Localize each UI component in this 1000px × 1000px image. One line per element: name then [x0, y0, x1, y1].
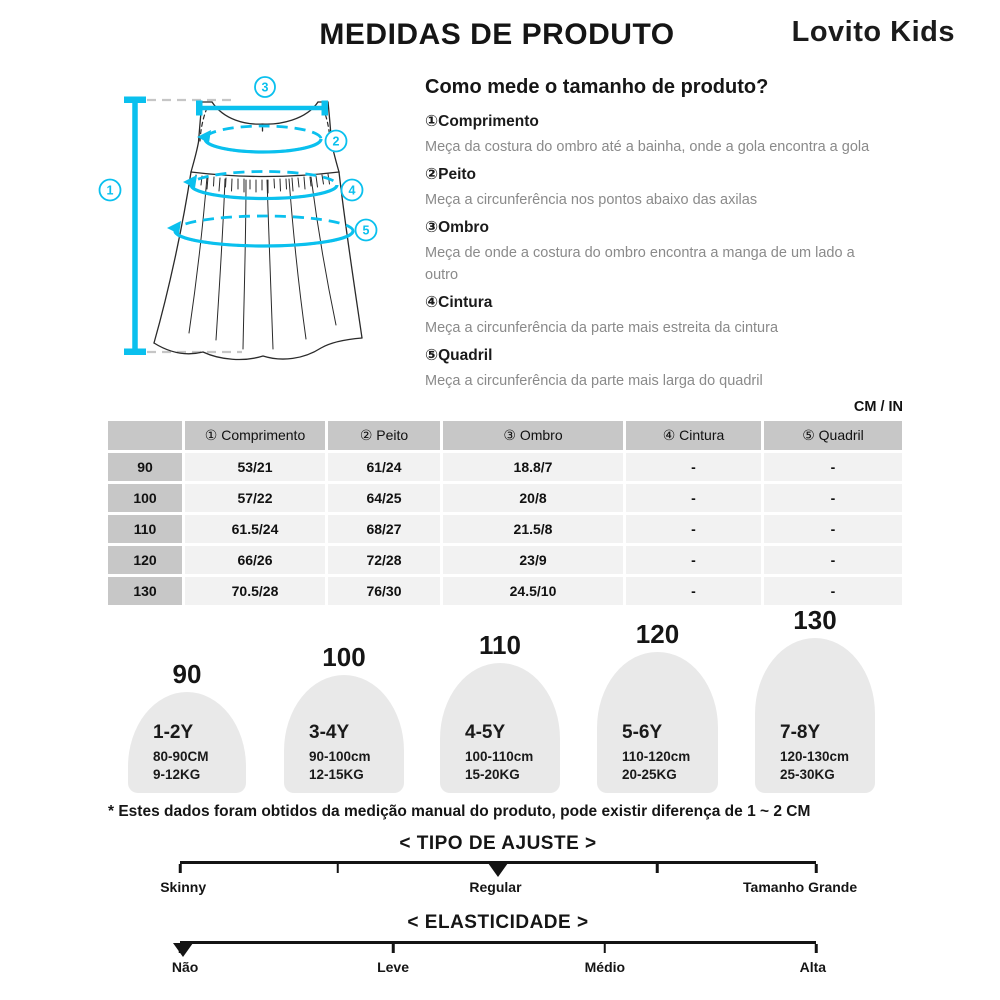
guide-item-desc: Meça da costura do ombro até a bainha, onde a gola encontra a gola [425, 139, 870, 155]
size-bubble-number: 120 [635, 619, 680, 649]
row-size: 130 [108, 577, 182, 605]
col-ombro: ③ Ombro [443, 421, 623, 450]
size-bubble-number: 130 [793, 605, 837, 635]
col-quadril: ⑤ Quadril [764, 421, 902, 450]
age-range: 5-6Y [622, 722, 663, 744]
age-range: 3-4Y [309, 722, 350, 744]
table-row [108, 546, 902, 574]
size-bubble-number: 90 [172, 659, 202, 689]
size-range-bubbles [0, 598, 1000, 795]
size-bubble-shape [755, 638, 875, 793]
row-size: 120 [108, 546, 182, 574]
size-bubble-shape [284, 675, 404, 793]
height-range: 90-100cm [309, 749, 371, 765]
cell: - [626, 453, 761, 481]
table-header-row [108, 421, 902, 450]
weight-range: 9-12KG [153, 767, 201, 783]
weight-range: 12-15KG [309, 767, 364, 783]
size-bubble-shape [440, 663, 560, 793]
cell: 76/30 [328, 577, 440, 605]
elasticity-label-nao: Não [171, 959, 199, 975]
size-bubble-100 [284, 642, 404, 793]
fit-type-slider [160, 861, 858, 895]
tick [604, 944, 607, 953]
size-bubble-number: 100 [322, 642, 366, 672]
guide-item-label: ②Peito [425, 166, 477, 184]
measurement-disclaimer: * Estes dados foram obtidos da medição manual do produto, pode existir diferença de 1 ~ 2 CM [108, 803, 811, 820]
tick [815, 864, 818, 873]
guide-item-label: ④Cintura [425, 294, 493, 312]
col-peito: ② Peito [328, 421, 440, 450]
cell: 23/9 [443, 546, 623, 574]
length-measure-line [124, 97, 146, 356]
unit-label: CM / IN [853, 399, 903, 415]
marker-3-icon [255, 77, 275, 97]
guide-heading: Como mede o tamanho de produto? [425, 76, 769, 98]
age-range: 1-2Y [153, 722, 194, 744]
tick [656, 864, 659, 873]
cell: 61.5/24 [185, 515, 325, 543]
guide-item-label: ⑤Quadril [425, 347, 493, 365]
cell: 66/26 [185, 546, 325, 574]
fit-label-regular: Regular [469, 879, 522, 895]
guide-item-label: ①Comprimento [425, 113, 539, 130]
cell: - [764, 546, 902, 574]
measuring-guide [425, 76, 910, 392]
col-cintura: ④ Cintura [626, 421, 761, 450]
fit-type-title: < TIPO DE AJUSTE > [399, 833, 597, 854]
cell: 24.5/10 [443, 577, 623, 605]
hip-measure-ellipse [167, 216, 353, 246]
guide-item-desc: Meça de onde a costura do ombro encontra a manga de um lado a outro [425, 245, 855, 284]
brand-logo: Lovito Kids [791, 16, 955, 48]
elasticity-slider [171, 941, 827, 975]
guide-item-desc: Meça a circunferência da parte mais estreita da cintura [425, 320, 779, 337]
elasticity-marker-icon [173, 943, 193, 957]
page-title: MEDIDAS DE PRODUTO [319, 18, 675, 51]
guide-item-comprimento [425, 112, 910, 158]
measurements-table [105, 418, 905, 608]
cell: 18.8/7 [443, 453, 623, 481]
size-bubble-130 [755, 605, 875, 793]
svg-text:3: 3 [261, 80, 269, 95]
guide-item-desc: Meça a circunferência da parte mais larga do quadril [425, 373, 763, 390]
cell: - [626, 546, 761, 574]
fit-label-skinny: Skinny [160, 879, 207, 895]
size-bubble-90 [128, 659, 246, 793]
cell: - [764, 515, 902, 543]
guide-item-quadril [425, 346, 910, 392]
height-range: 110-120cm [622, 749, 691, 765]
marker-1-icon [100, 180, 121, 201]
tick [815, 944, 818, 953]
size-bubble-number: 110 [479, 630, 521, 660]
guide-item-label: ③Ombro [425, 219, 489, 237]
marker-2-icon [326, 131, 347, 152]
marker-4-icon [342, 180, 363, 201]
size-bubble-shape [597, 652, 718, 793]
weight-range: 25-30KG [780, 767, 835, 783]
tick [336, 864, 339, 873]
row-size: 90 [108, 453, 182, 481]
fit-label-tamanho-grande: Tamanho Grande [743, 879, 858, 895]
table-row [108, 515, 902, 543]
cell: 64/25 [328, 484, 440, 512]
cell: - [764, 453, 902, 481]
cell: - [626, 577, 761, 605]
age-range: 4-5Y [465, 722, 506, 744]
height-range: 80-90CM [153, 749, 209, 765]
row-size: 110 [108, 515, 182, 543]
weight-range: 20-25KG [622, 767, 677, 783]
table-row [108, 453, 902, 481]
fit-marker-icon [488, 863, 508, 877]
weight-range: 15-20KG [465, 767, 520, 783]
size-bubble-shape [128, 692, 246, 793]
shoulder-measure-line [196, 101, 328, 116]
cell: 53/21 [185, 453, 325, 481]
size-bubble-120 [597, 619, 718, 793]
col-comprimento: ① Comprimento [185, 421, 325, 450]
marker-5-icon [356, 220, 377, 241]
guide-item-cintura [425, 293, 910, 339]
guide-item-desc: Meça a circunferência nos pontos abaixo das axilas [425, 192, 758, 209]
elasticity-label-alta: Alta [799, 959, 827, 975]
svg-text:1: 1 [106, 183, 114, 198]
corner-cell [108, 421, 182, 450]
cell: 57/22 [185, 484, 325, 512]
cell: - [764, 484, 902, 512]
cell: 61/24 [328, 453, 440, 481]
elasticity-title: < ELASTICIDADE > [407, 912, 589, 933]
dress-measurement-diagram [90, 75, 410, 405]
elasticity-label-medio: Médio [584, 959, 626, 975]
cell: 70.5/28 [185, 577, 325, 605]
tick [179, 864, 182, 873]
cell: 21.5/8 [443, 515, 623, 543]
table-row [108, 484, 902, 512]
guide-item-ombro [425, 218, 910, 286]
cell: 68/27 [328, 515, 440, 543]
cell: - [626, 484, 761, 512]
height-range: 120-130cm [780, 749, 850, 765]
age-range: 7-8Y [780, 722, 821, 744]
svg-text:2: 2 [332, 134, 340, 149]
cell: - [626, 515, 761, 543]
svg-text:5: 5 [362, 223, 370, 238]
height-range: 100-110cm [465, 749, 534, 765]
chest-measure-ellipse [197, 126, 321, 152]
cell: - [764, 577, 902, 605]
cell: 20/8 [443, 484, 623, 512]
elasticity-label-leve: Leve [377, 959, 410, 975]
tick [392, 944, 395, 953]
cell: 72/28 [328, 546, 440, 574]
row-size: 100 [108, 484, 182, 512]
svg-text:4: 4 [348, 183, 356, 198]
size-bubble-110 [440, 630, 560, 793]
guide-item-peito [425, 165, 910, 211]
